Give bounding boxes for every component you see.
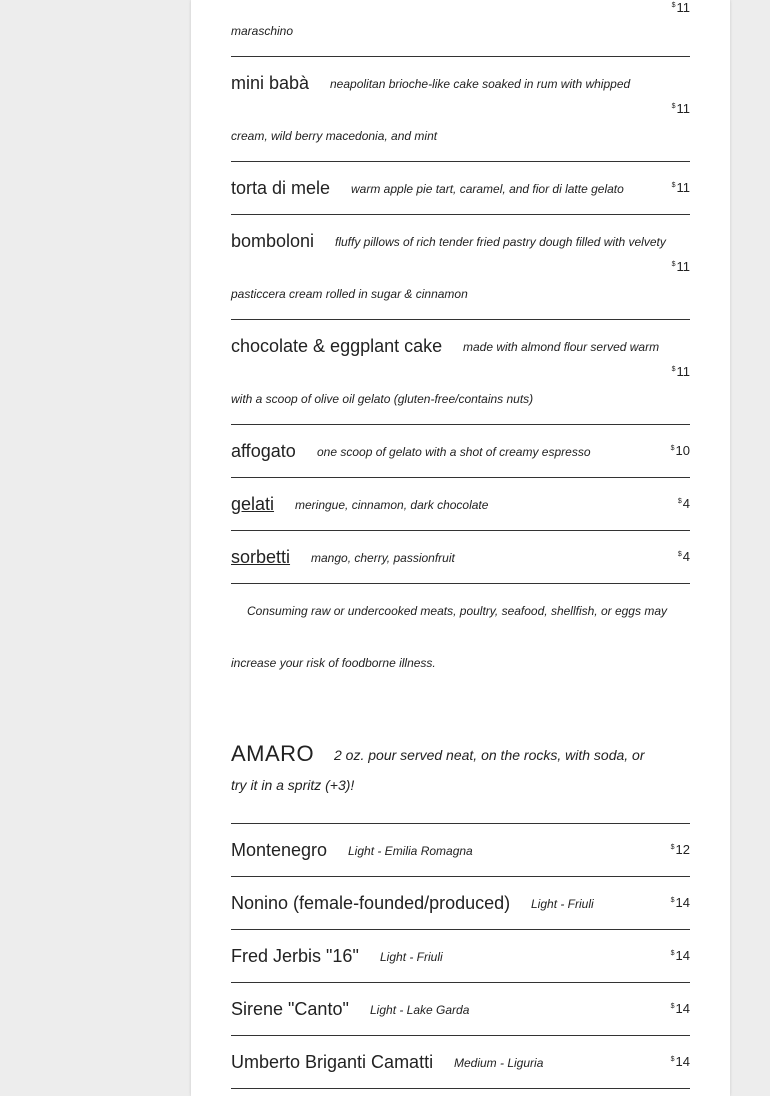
item-description: Medium - Liguria — [454, 1056, 544, 1070]
item-name: torta di mele — [231, 178, 331, 198]
menu-item — [231, 162, 690, 215]
item-description: cream, wild berry macedonia, and mint — [231, 129, 438, 143]
menu-item — [231, 215, 690, 320]
menu-panel — [191, 0, 730, 1096]
menu-item — [231, 57, 690, 162]
item-price: $14 — [670, 948, 690, 963]
item-price: $10 — [670, 443, 690, 458]
item-price: $14 — [670, 1001, 690, 1016]
item-price: $14 — [670, 895, 690, 910]
item-description: pasticcera cream rolled in sugar & cinnamon — [231, 287, 468, 301]
item-name: chocolate & eggplant cake — [231, 336, 443, 356]
item-description: with a scoop of olive oil gelato (gluten-free/contains nuts) — [231, 392, 534, 406]
item-description: mango, cherry, passionfruit — [311, 551, 455, 565]
item-name: Montenegro — [231, 840, 328, 860]
section-title: AMARO — [231, 741, 315, 766]
item-description: Light - Friuli — [531, 897, 594, 911]
item-name: mini babà — [231, 73, 310, 93]
menu-item — [231, 0, 690, 57]
menu-item — [231, 425, 690, 478]
item-description: Light - Emilia Romagna — [348, 844, 473, 858]
menu-item — [231, 320, 690, 425]
item-price: $11 — [671, 0, 690, 15]
food-safety-notice: increase your risk of foodborne illness. — [231, 656, 436, 670]
item-description: fluffy pillows of rich tender fried pastry dough filled with velvety — [335, 235, 666, 249]
item-description: maraschino — [231, 24, 294, 38]
menu-item — [231, 824, 690, 877]
item-price: $12 — [670, 842, 690, 857]
menu-item — [231, 531, 690, 584]
item-price: $11 — [671, 259, 690, 274]
food-safety-notice: Consuming raw or undercooked meats, poultry, seafood, shellfish, or eggs may — [247, 604, 667, 618]
section-header-amaro — [231, 720, 690, 824]
item-name: bomboloni — [231, 231, 315, 251]
section-description: try it in a spritz (+3)! — [231, 777, 355, 793]
sorbetti-link[interactable]: sorbetti — [231, 547, 291, 567]
item-price: $11 — [671, 101, 690, 116]
item-price: $4 — [677, 496, 690, 511]
item-price: $14 — [670, 1054, 690, 1069]
item-description: meringue, cinnamon, dark chocolate — [295, 498, 489, 512]
item-description: one scoop of gelato with a shot of creamy espresso — [317, 445, 591, 459]
item-description: neapolitan brioche-like cake soaked in rum with whipped — [330, 77, 631, 91]
menu-item — [231, 930, 690, 983]
item-price: $11 — [671, 180, 690, 195]
item-name: Nonino (female-founded/produced) — [231, 893, 511, 913]
section-description: 2 oz. pour served neat, on the rocks, with soda, or — [334, 747, 645, 763]
gelati-link[interactable]: gelati — [231, 494, 275, 514]
item-price: $11 — [671, 364, 690, 379]
item-price: $4 — [677, 549, 690, 564]
item-description: warm apple pie tart, caramel, and fior di latte gelato — [351, 182, 624, 196]
menu-item — [231, 1036, 690, 1089]
item-name: Umberto Briganti Camatti — [231, 1052, 434, 1072]
menu-item — [231, 478, 690, 531]
item-name: affogato — [231, 441, 296, 461]
menu-item — [231, 983, 690, 1036]
item-name: Sirene "Canto" — [231, 999, 349, 1019]
item-description: made with almond flour served warm — [463, 340, 660, 354]
item-description: Light - Friuli — [380, 950, 443, 964]
item-description: Light - Lake Garda — [370, 1003, 470, 1017]
item-name: Fred Jerbis "16" — [231, 946, 359, 966]
menu-item — [231, 877, 690, 930]
